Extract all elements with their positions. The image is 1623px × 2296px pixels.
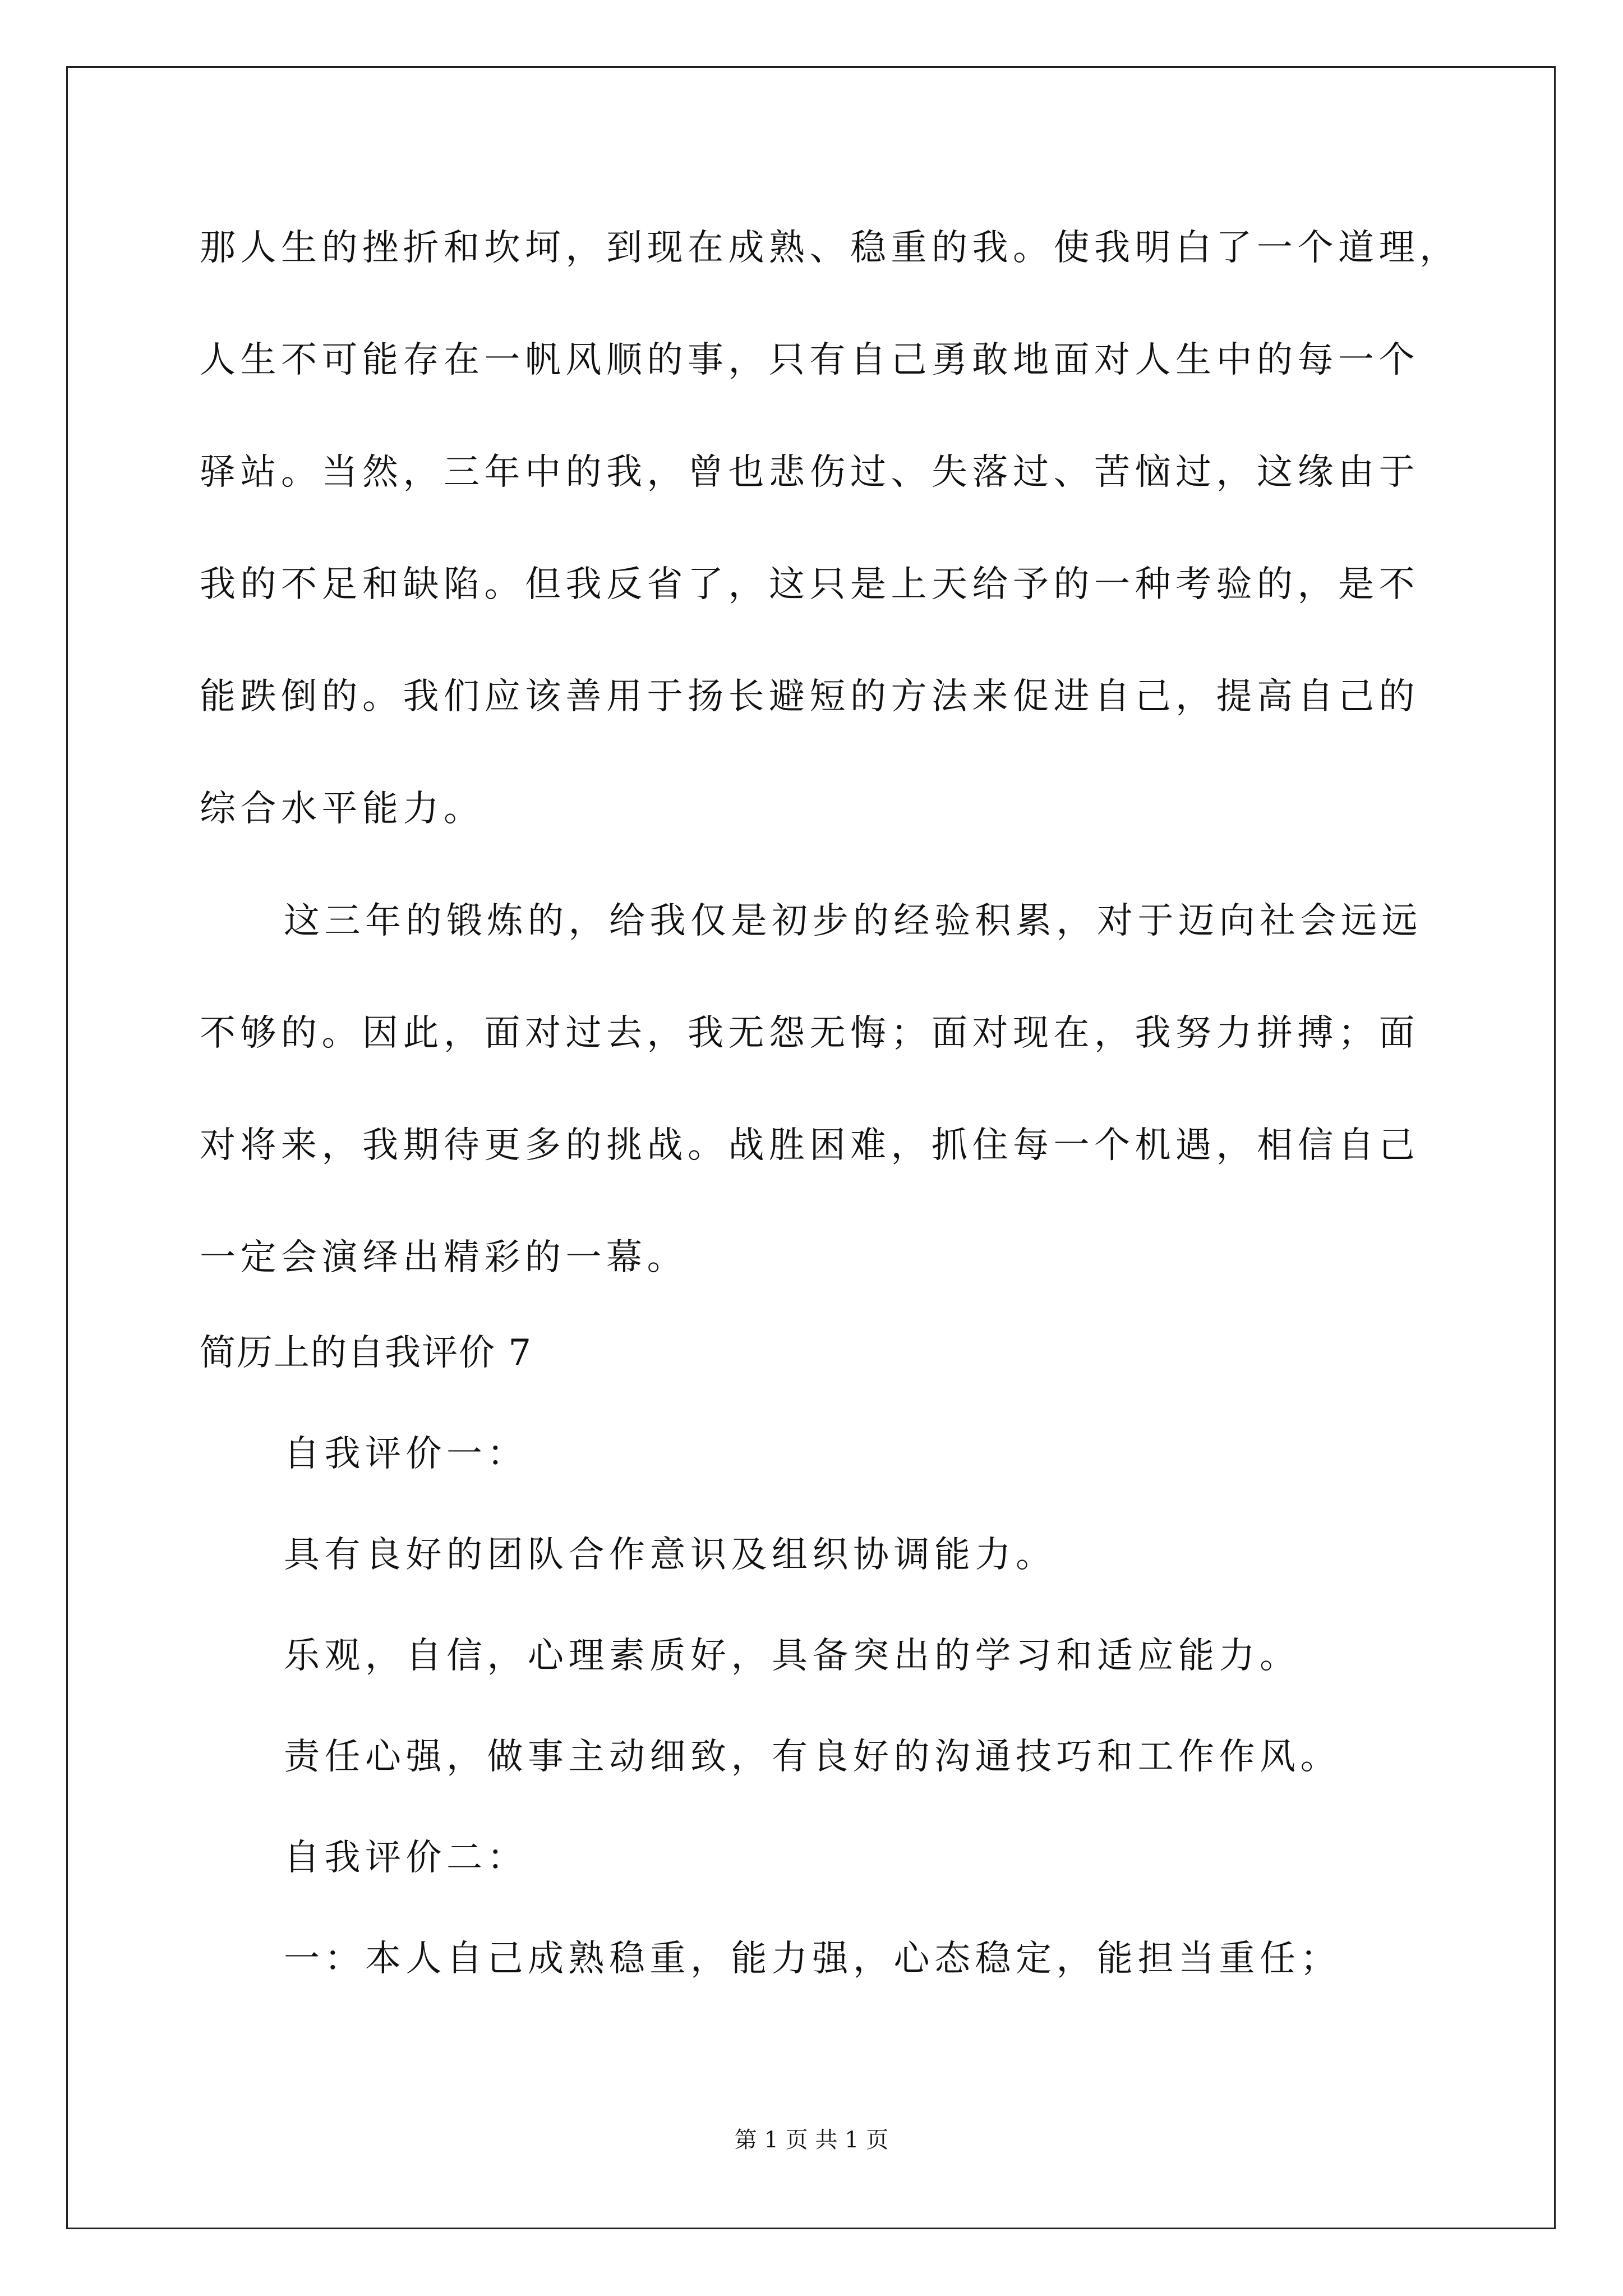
body-line: 一：本人自己成熟稳重，能力强，心态稳定，能担当重任；	[284, 1938, 1341, 1980]
body-line: 不够的。因此，面对过去，我无怨无悔；面对现在，我努力拼搏；面	[200, 1013, 1419, 1054]
subsection-heading: 自我评价二：	[284, 1837, 528, 1879]
body-line: 乐观，自信，心理素质好，具备突出的学习和适应能力。	[284, 1635, 1301, 1677]
body-line: 责任心强，做事主动细致，有良好的沟通技巧和工作作风。	[284, 1736, 1341, 1778]
body-line: 我的不足和缺陷。但我反省了，这只是上天给予的一种考验的，是不	[200, 564, 1419, 605]
body-line: 对将来，我期待更多的挑战。战胜困难，抓住每一个机遇，相信自己	[200, 1125, 1419, 1166]
body-line: 综合水平能力。	[200, 788, 485, 830]
body-line: 驿站。当然，三年中的我，曾也悲伤过、失落过、苦恼过，这缘由于	[200, 452, 1419, 493]
body-line: 能跌倒的。我们应该善用于扬长避短的方法来促进自己，提高自己的	[200, 676, 1419, 717]
subsection-heading: 自我评价一：	[284, 1433, 528, 1475]
section-heading: 简历上的自我评价 7	[200, 1332, 533, 1374]
body-line: 人生不可能存在一帆风顺的事，只有自己勇敢地面对人生中的每一个	[200, 339, 1419, 381]
body-line: 那人生的挫折和坎坷，到现在成熟、稳重的我。使我明白了一个道理，	[200, 227, 1460, 269]
body-line: 具有良好的团队合作意识及组织协调能力。	[284, 1534, 1057, 1576]
page-number: 第 1 页 共 1 页	[734, 2127, 889, 2153]
body-line: 一定会演绎出精彩的一幕。	[200, 1237, 688, 1278]
body-line: 这三年的锻炼的，给我仅是初步的经验积累，对于迈向社会远远	[284, 900, 1422, 942]
